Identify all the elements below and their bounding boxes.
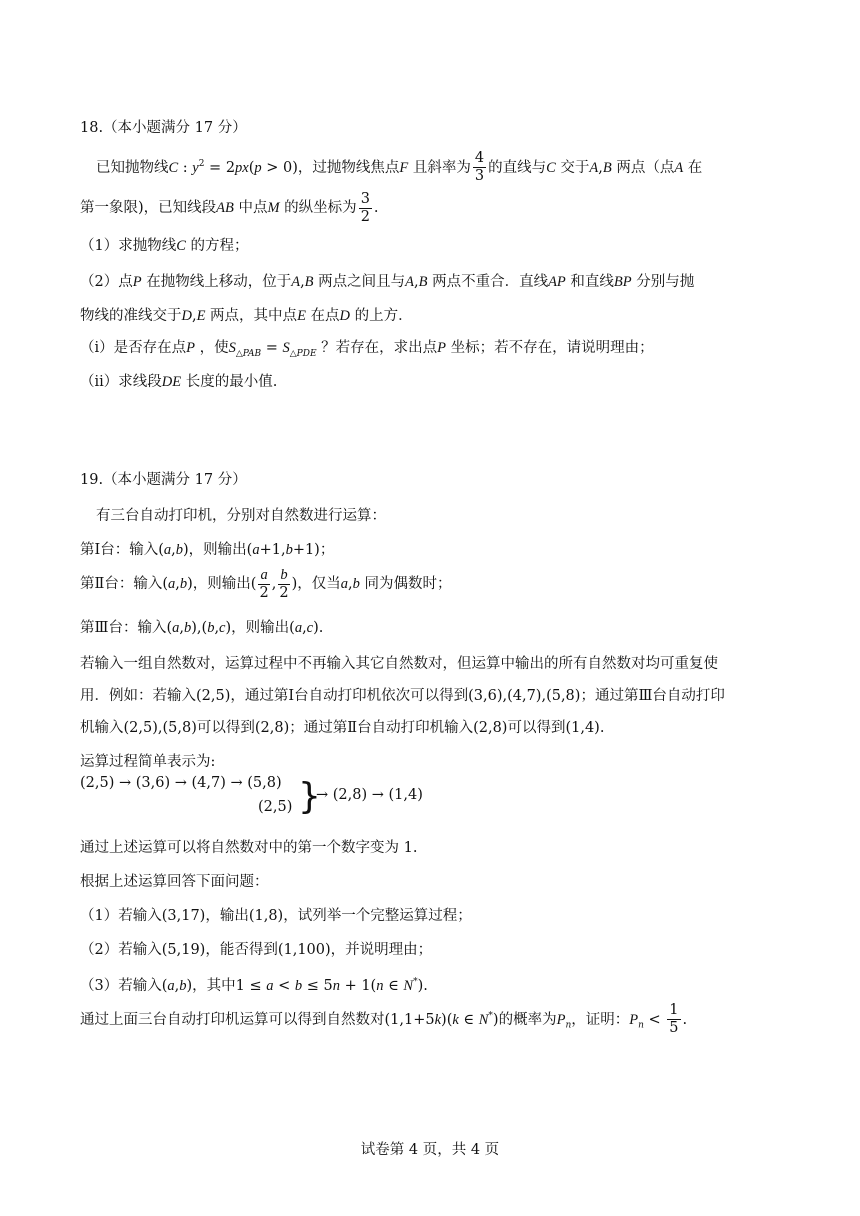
page-footer: 试卷第 4 页，共 4 页 [360, 1142, 500, 1158]
q19-rule-line3: 机输入(2,5),(5,8)可以得到(2,8)；通过第Ⅱ台自动打印机输入(2,8)可以得到(1,4). [80, 720, 605, 736]
q18-stem-line1: 已知抛物线C : $y^2 = 2px(p > 0)$，过抛物线焦点F 且斜率为 $\frac{4}{3}$ 的直线与C 交于A,B 两点（点A 在 [96, 150, 703, 185]
q18-part2-line2: 物线的准线交于D,E 两点，其中点E 在点D 的上方． [80, 308, 413, 324]
q18-part2-ii: （ii）求线段DE 长度的最小值. [80, 374, 278, 390]
q18-part1: （1）求抛物线C 的方程； [80, 238, 249, 254]
q19-header: 19.（本小题满分 17 分） [80, 472, 247, 488]
q19-part2: （2）若输入(5,19)，能否得到(1,100)，并说明理由； [80, 942, 433, 958]
q19-machine-1: 第Ⅰ台：输入(a,b)，则输出(a+1,b+1)； [80, 542, 335, 558]
q19-machine-2: 第Ⅱ台：输入(a,b)，则输出( $\frac{a}{2}$ , $\frac{b}{2}$ )，仅当a,b 同为偶数时； [80, 566, 452, 601]
q19-machine-3: 第Ⅲ台：输入(a,b),(b,c)，则输出(a,c). [80, 620, 324, 636]
q19-conclusion-1: 通过上述运算可以将自然数对中的第一个数字变为 1. [80, 840, 418, 856]
q18-header: 18.（本小题满分 17 分） [80, 120, 247, 136]
q19-part1: （1）若输入(3,17)，输出(1,8)，试列举一个完整运算过程； [80, 908, 472, 924]
chain-brace: } [298, 776, 321, 817]
q19-part3: （3）若输入(a,b)，其中1 ≤ a < b ≤ 5n + 1(n ∈ N*). [80, 977, 428, 994]
q19-rule-line2: 用．例如：若输入(2,5)，通过第Ⅰ台自动打印机依次可以得到(3,6),(4,7),(5,8)；通过第Ⅲ台自动打印 [80, 688, 725, 704]
q18-part2-line1: （2）点P 在抛物线上移动，位于A,B 两点之间且与A,B 两点不重合．直线AP 和直线BP 分别与抛 [80, 274, 695, 290]
q19-intro: 有三台自动打印机，分别对自然数进行运算： [96, 508, 386, 524]
chain-bottom: (2,5) [258, 799, 293, 815]
q19-chain-label: 运算过程简单表示为: [80, 754, 216, 770]
q19-rule-line1: 若输入一组自然数对，运算过程中不再输入其它自然数对，但运算中输出的所有自然数对均可重复使 [80, 656, 718, 672]
chain-top: (2,5) → (3,6) → (4,7) → (5,8) [80, 775, 282, 791]
q19-conclusion-2: 根据上述运算回答下面问题： [80, 874, 269, 890]
q19-part3-line2: 通过上面三台自动打印机运算可以得到自然数对(1,1+5k)(k ∈ N*)的概率为$P_n$，证明：$P_n$ < $\frac{1}{5}$ . [80, 1002, 688, 1037]
q19-chain-diagram [80, 775, 440, 823]
q18-stem-line2: 第一象限)，已知线段AB 中点M 的纵坐标为 $\frac{3}{2}$ . [80, 190, 379, 225]
q18-part2-i: （i）是否存在点P ，使$S_{\triangle PAB} = S_{\triangle PDE}$ ？若存在，求出点P 坐标；若不存在，请说明理由； [80, 340, 654, 359]
chain-right: → (2,8) → (1,4) [316, 787, 423, 803]
